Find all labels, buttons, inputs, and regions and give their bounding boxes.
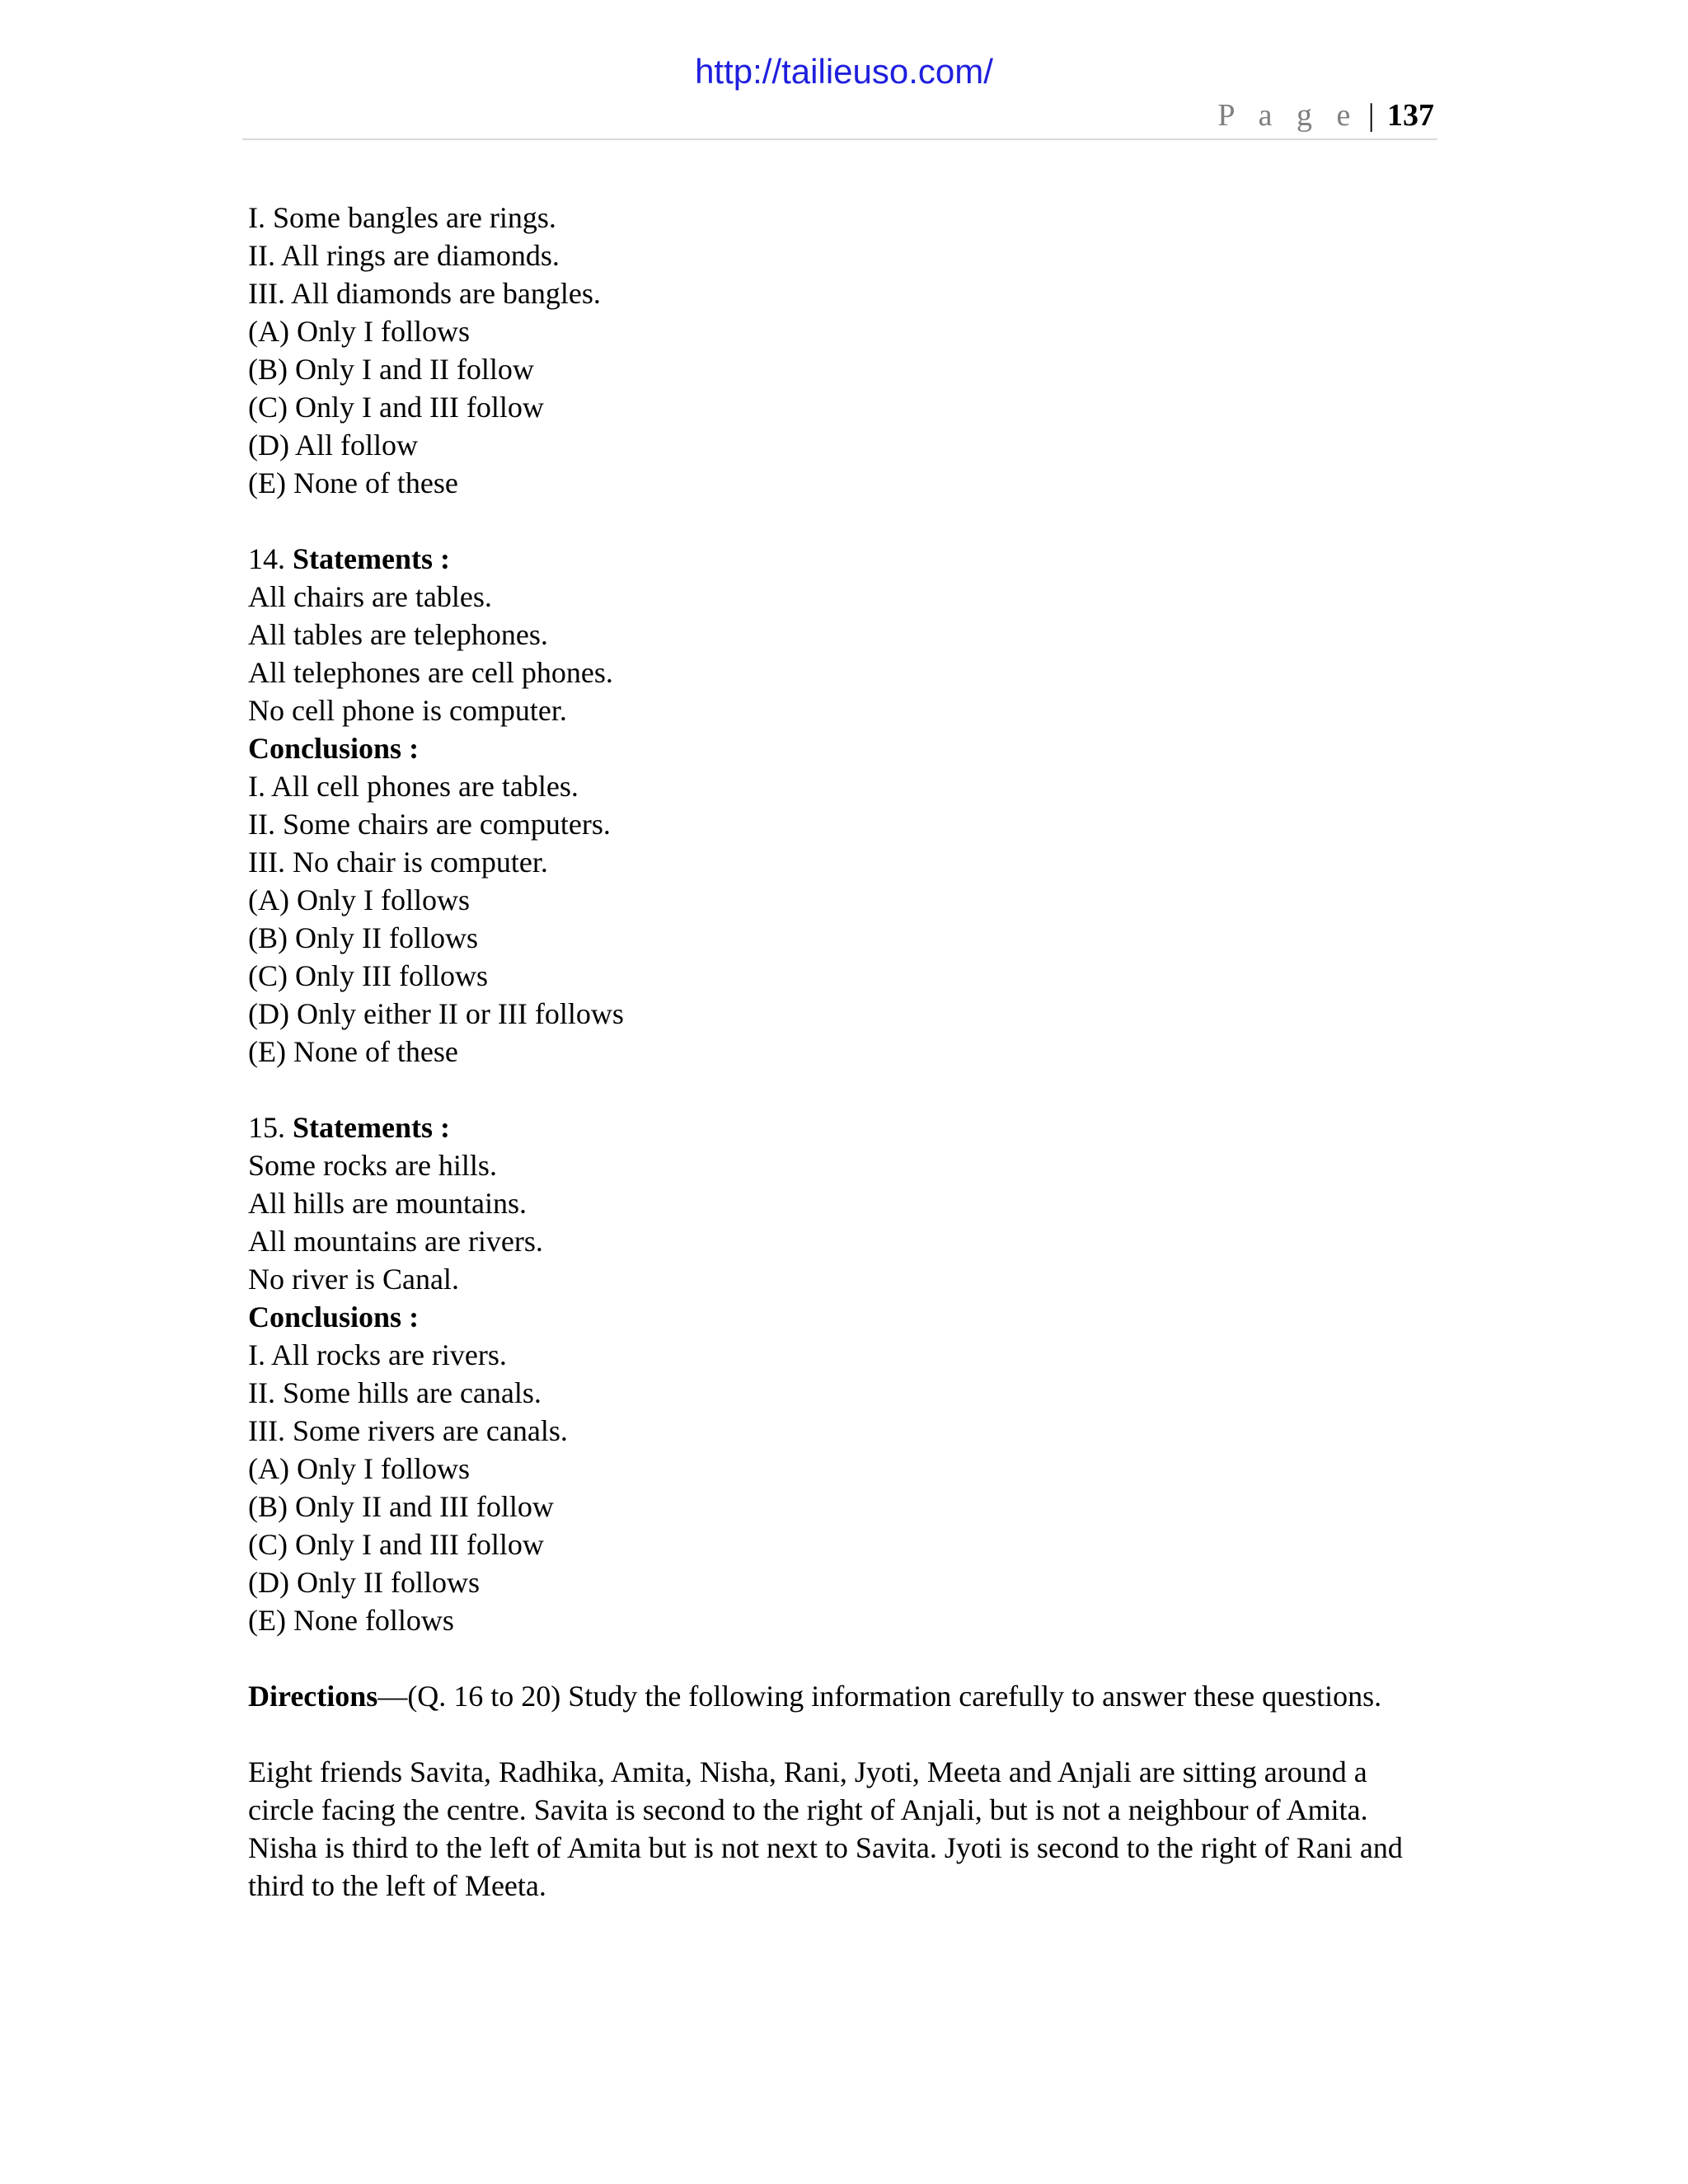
spacer: [248, 1071, 1435, 1108]
conclusion-line: II. Some chairs are computers.: [248, 808, 611, 841]
answer-option: (D) All follow: [248, 429, 418, 462]
statements-label: Statements :: [293, 542, 450, 575]
spacer: [248, 1639, 1435, 1677]
page-number: 137: [1387, 98, 1434, 133]
question-heading: [248, 1108, 1435, 1146]
header-divider: [242, 138, 1437, 140]
question-15: [248, 1108, 1435, 1639]
conclusion-line: III. No chair is computer.: [248, 846, 548, 879]
conclusion-line: III. All diamonds are bangles.: [248, 277, 601, 310]
conclusion-line: III. Some rivers are canals.: [248, 1414, 568, 1447]
statement-line: All telephones are cell phones.: [248, 656, 613, 689]
conclusion-line: II. Some hills are canals.: [248, 1376, 542, 1409]
question-heading: [248, 540, 1435, 578]
conclusion-line: II. All rings are diamonds.: [248, 239, 560, 272]
conclusion-line: I. All cell phones are tables.: [248, 770, 579, 803]
answer-option: (C) Only I and III follow: [248, 391, 544, 424]
answer-option: (A) Only I follows: [248, 1452, 470, 1485]
statement-line: No river is Canal.: [248, 1263, 459, 1296]
directions-label: Directions: [248, 1680, 378, 1713]
conclusion-line: I. Some bangles are rings.: [248, 201, 556, 234]
statement-line: Some rocks are hills.: [248, 1149, 497, 1182]
answer-option: (B) Only II follows: [248, 921, 478, 954]
answer-option: (D) Only II follows: [248, 1566, 480, 1599]
answer-option: (B) Only II and III follow: [248, 1490, 554, 1523]
answer-option: (C) Only III follows: [248, 959, 488, 992]
answer-option: (A) Only I follows: [248, 883, 470, 916]
statement-line: All chairs are tables.: [248, 580, 492, 613]
answer-option: (E) None of these: [248, 466, 458, 499]
spacer: [248, 1715, 1435, 1753]
answer-option: (B) Only I and II follow: [248, 353, 534, 386]
answer-option: (A) Only I follows: [248, 315, 470, 348]
source-url-link[interactable]: http://tailieuso.com/: [695, 52, 993, 91]
question-14: [248, 540, 1435, 1071]
page-content: [248, 199, 1435, 1905]
statement-line: All tables are telephones.: [248, 618, 548, 651]
conclusions-label: Conclusions :: [248, 732, 420, 765]
answer-option: (D) Only either II or III follows: [248, 997, 624, 1030]
statements-label: Statements :: [293, 1111, 450, 1144]
directions-paragraph: [248, 1677, 1435, 1715]
question-number: 15.: [248, 1111, 285, 1144]
answer-option: (E) None follows: [248, 1604, 454, 1637]
answer-option: (E) None of these: [248, 1035, 458, 1068]
question-13-tail: [248, 199, 1435, 502]
spacer: [248, 502, 1435, 540]
directions-text: —(Q. 16 to 20) Study the following information carefully to answer these questions.: [377, 1680, 1382, 1713]
statement-line: All mountains are rivers.: [248, 1225, 543, 1258]
page-separator: |: [1367, 98, 1375, 133]
seating-passage: Eight friends Savita, Radhika, Amita, Nisha, Rani, Jyoti, Meeta and Anjali are sitting around a circle facing the centre. Savita is second to the right of Anjali, but is not a neighbour of Amita. Nisha is third to the left of Amita but is not next to Savita. Jyoti is second to the right of Rani and third to the left of Meeta.: [248, 1755, 1403, 1902]
page-label: P a g e: [1217, 98, 1359, 133]
statement-line: No cell phone is computer.: [248, 694, 567, 727]
conclusions-label: Conclusions :: [248, 1301, 420, 1333]
page-number-indicator: [1217, 97, 1434, 135]
answer-option: (C) Only I and III follow: [248, 1528, 544, 1561]
question-number: 14.: [248, 542, 285, 575]
statement-line: All hills are mountains.: [248, 1187, 527, 1220]
conclusion-line: I. All rocks are rivers.: [248, 1338, 507, 1371]
